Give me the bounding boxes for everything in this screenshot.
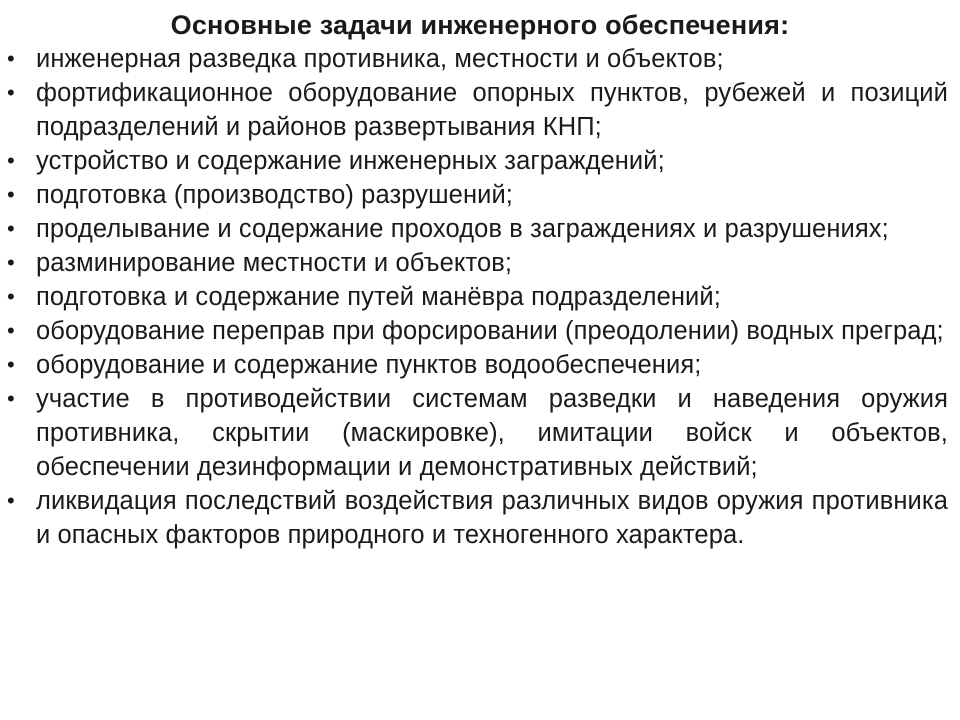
bullet-icon (7, 280, 27, 314)
bullet-icon (7, 42, 27, 76)
list-item-text: подготовка (производство) разрушений; (36, 181, 513, 209)
list-item (0, 178, 960, 212)
list-item-text: оборудование переправ при форсировании (преодолении) водных преград; (36, 317, 944, 345)
list-item-text: ликвидация последствий воздействия различных видов оружия противника и опасных факторов природного и техногенного характера. (36, 487, 948, 549)
list-item (0, 76, 960, 144)
list-item (0, 348, 960, 382)
list-item (0, 314, 960, 348)
bullet-icon (7, 314, 27, 348)
list-item (0, 42, 960, 76)
bullet-icon (7, 144, 27, 178)
list-item-text: участие в противодействии системам разведки и наведения оружия противника, скрытии (маскировке), имитации войск и объектов, обеспечении дезинформации и демонстративных действий; (36, 385, 948, 481)
bullet-icon (7, 212, 27, 246)
list-item (0, 212, 960, 246)
list-item (0, 382, 960, 484)
bullet-icon (7, 484, 27, 518)
bullet-icon (7, 246, 27, 280)
list-item-text: инженерная разведка противника, местности и объектов; (36, 45, 724, 73)
list-item-text: устройство и содержание инженерных заграждений; (36, 147, 665, 175)
bullet-icon (7, 76, 27, 110)
list-item (0, 280, 960, 314)
bullet-icon (7, 348, 27, 382)
slide-title: Основные задачи инженерного обеспечения: (170, 10, 790, 40)
list-item-text: подготовка и содержание путей манёвра подразделений; (36, 283, 721, 311)
list-item-text: разминирование местности и объектов; (36, 249, 513, 277)
bullet-icon (7, 178, 27, 212)
list-item-text: проделывание и содержание проходов в заграждениях и разрушениях; (36, 215, 889, 243)
list-item-text: фортификационное оборудование опорных пунктов, рубежей и позиций подразделений и районов развертывания КНП; (36, 79, 948, 141)
list-item (0, 144, 960, 178)
bullet-icon (7, 382, 27, 416)
task-list (0, 42, 960, 552)
list-item (0, 246, 960, 280)
list-item-text: оборудование и содержание пунктов водообеспечения; (36, 351, 702, 379)
list-item (0, 484, 960, 552)
